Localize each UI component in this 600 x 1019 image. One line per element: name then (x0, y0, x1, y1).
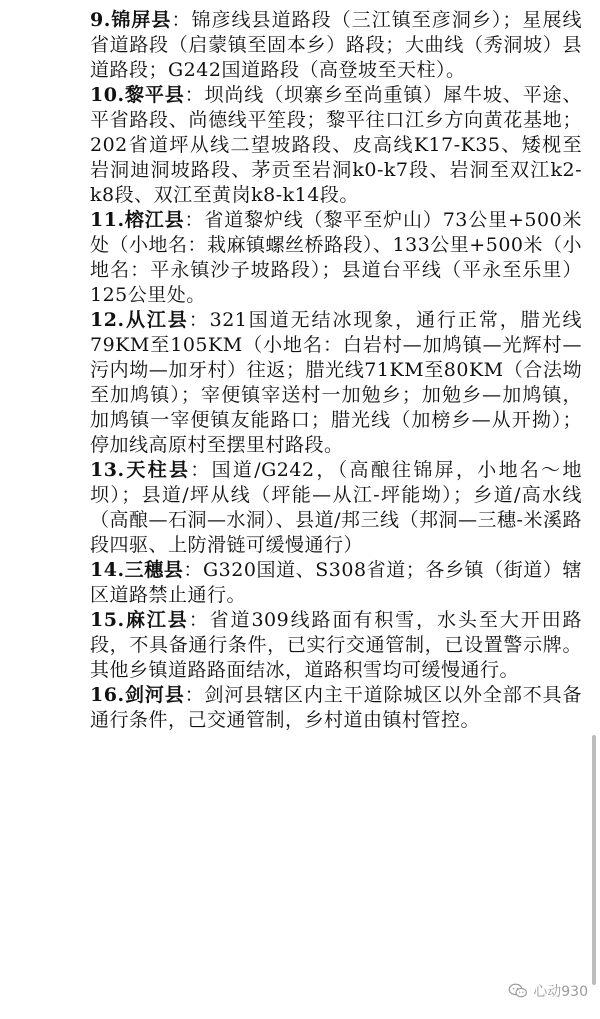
scrollbar[interactable] (592, 735, 596, 985)
entry-jinping (90, 8, 582, 83)
entry-number: 12. (90, 309, 125, 331)
county-name: 黎平县 (124, 84, 185, 106)
cut-off-line (90, 0, 582, 8)
wechat-icon (508, 983, 528, 999)
entry-majiang (90, 608, 582, 683)
entry-number: 14. (90, 559, 125, 581)
county-name: 麻江县 (124, 609, 189, 631)
entry-text: ：坝尚线（坝寨乡至尚重镇）犀牛坡、平途、平省路段、尚德线平笙段；黎平往口江乡方向黄花基地；202省道坪从线二望坡路段、皮高线K17-K35、矮枧至岩洞迪洞坡路段、茅贡至岩洞k0-k7段、岩洞至双江k2-k8段、双江至黄岗k8-k14段。 (90, 84, 582, 206)
entry-jianhe (90, 683, 582, 733)
watermark-text: 心动930 (533, 984, 588, 1000)
entry-number: 15. (90, 609, 125, 631)
entry-liping (90, 83, 582, 208)
entry-text: ：国道/G242，（高酿往锦屏，小地名～地坝）；县道/坪从线（坪能—从江-坪能坳）；乡道/高水线（高酿—石洞—水洞）、县道/邦三线（邦洞—三穗-米溪路段四驱、上防滑链可缓慢通行） (90, 459, 582, 556)
county-name: 天柱县 (124, 459, 191, 481)
entry-number: 11. (90, 209, 125, 231)
watermark (508, 981, 588, 1001)
entry-number: 13. (90, 459, 125, 481)
county-name: 从江县 (124, 309, 189, 331)
entry-number: 10. (90, 84, 125, 106)
entry-text: ：剑河县辖区内主干道除城区以外全部不具备通行条件，己交通管制，乡村道由镇村管控。 (90, 684, 582, 731)
entry-rongjiang (90, 208, 582, 308)
entry-text: ：锦彦线县道路段（三江镇至彦洞乡）；星展线省道路段（启蒙镇至固本乡）路段；大曲线（秀洞坡）县道路段；G242国道路段（高登坡至天柱）。 (90, 9, 582, 81)
county-name: 剑河县 (124, 684, 185, 706)
entry-text: ：省道黎炉线（黎平至炉山）73公里+500米处（小地名：栽麻镇螺丝桥路段）、133公里+500米（小地名：平永镇沙子坡路段）；县道台平线（平永至乐里）125公里处。 (90, 209, 582, 306)
entry-sansui (90, 558, 582, 608)
county-name: 三穗县 (124, 559, 184, 581)
entry-congjiang (90, 308, 582, 458)
entry-text: ：省道309线路面有积雪，水头至大开田路段，不具备通行条件，已实行交通管制，已设置警示牌。其他乡镇道路路面结冰，道路积雪均可缓慢通行。 (90, 609, 582, 681)
entry-number: 16. (90, 684, 125, 706)
entry-tianzhu (90, 458, 582, 558)
entry-text: ：G320国道、S308省道；各乡镇（街道）辖区道路禁止通行。 (90, 559, 582, 606)
entry-number: 9. (90, 9, 111, 31)
entry-text: ：321国道无结冰现象，通行正常，腊光线79KM至105KM（小地名：白岩村—加鸠镇—光辉村—污内坳—加牙村）往返；腊光线71KM至80KM（合法坳至加鸠镇）；宰便镇宰送村一加勉乡；加勉乡—加鸠镇，加鸠镇一宰便镇友能路口；腊光线（加榜乡—从开拗）；停加线高原村至摆里村路段。 (90, 309, 582, 456)
county-name: 锦屏县 (110, 9, 172, 31)
county-name: 榕江县 (124, 209, 185, 231)
